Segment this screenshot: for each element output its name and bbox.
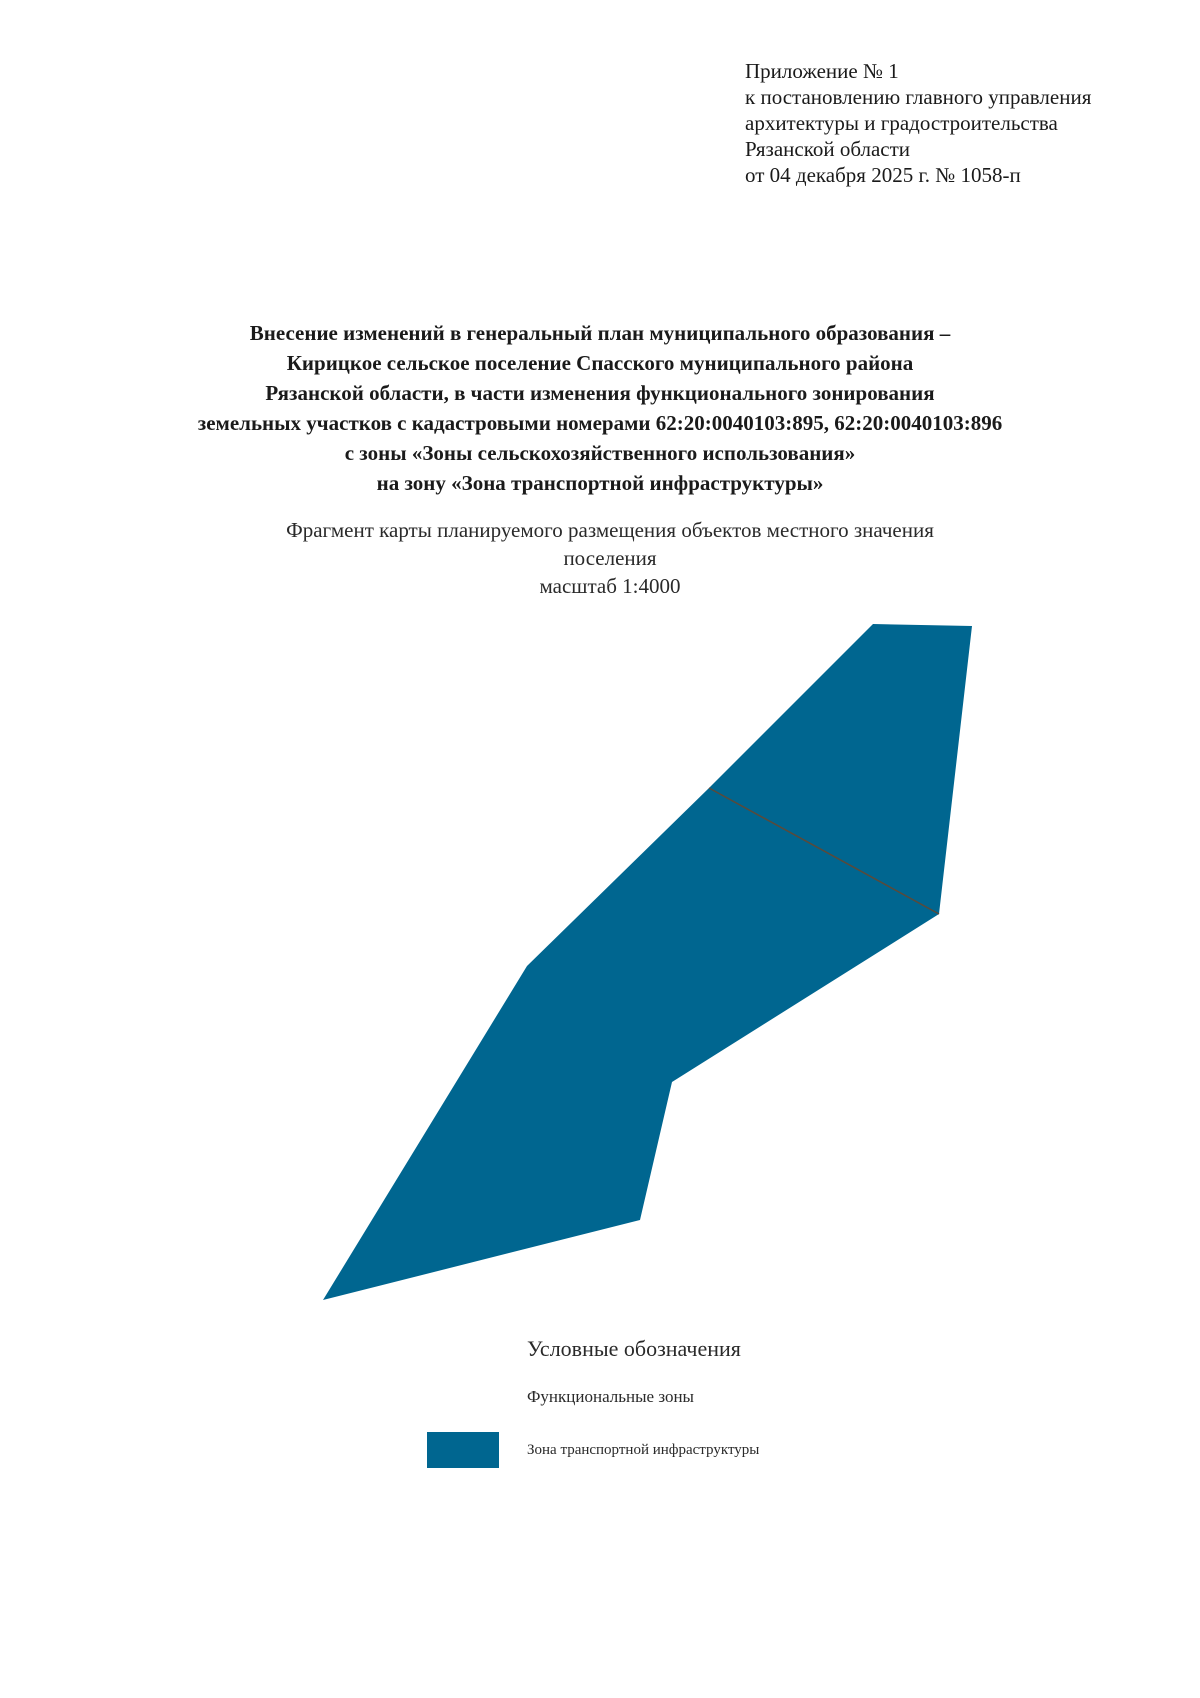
legend-subtitle: Функциональные зоны — [527, 1387, 694, 1406]
annex-line: Рязанской области — [745, 137, 911, 161]
legend-swatch-transport-zone — [427, 1432, 499, 1468]
title-line: с зоны «Зоны сельскохозяйственного использования» — [344, 441, 856, 465]
annex-line: к постановлению главного управления — [745, 85, 1092, 109]
title-line: Рязанской области, в части изменения функционального зонирования — [265, 381, 935, 405]
parcel-boundary-line — [709, 788, 939, 914]
caption-line: поселения — [563, 546, 657, 570]
map-scale: масштаб 1:4000 — [539, 574, 681, 598]
document-title — [100, 318, 1100, 498]
title-line: Внесение изменений в генеральный план муниципального образования – — [249, 321, 951, 345]
title-line: Кирицкое сельское поселение Спасского муниципального района — [286, 351, 914, 375]
legend-title: Условные обозначения — [527, 1336, 741, 1361]
title-line: земельных участков с кадастровыми номерами 62:20:0040103:895, 62:20:0040103:896 — [197, 411, 1003, 435]
legend-label-transport-zone: Зона транспортной инфраструктуры — [527, 1442, 760, 1458]
annex-header — [745, 58, 1165, 188]
annex-line: Приложение № 1 — [745, 59, 899, 83]
caption-line: Фрагмент карты планируемого размещения объектов местного значения — [286, 518, 934, 542]
title-line: на зону «Зона транспортной инфраструктуры» — [376, 471, 824, 495]
annex-line: архитектуры и градостроительства — [745, 111, 1058, 135]
annex-line: от 04 декабря 2025 г. № 1058-п — [745, 163, 1021, 187]
map-caption — [150, 516, 1070, 600]
transport-zone-polygon — [323, 624, 972, 1300]
